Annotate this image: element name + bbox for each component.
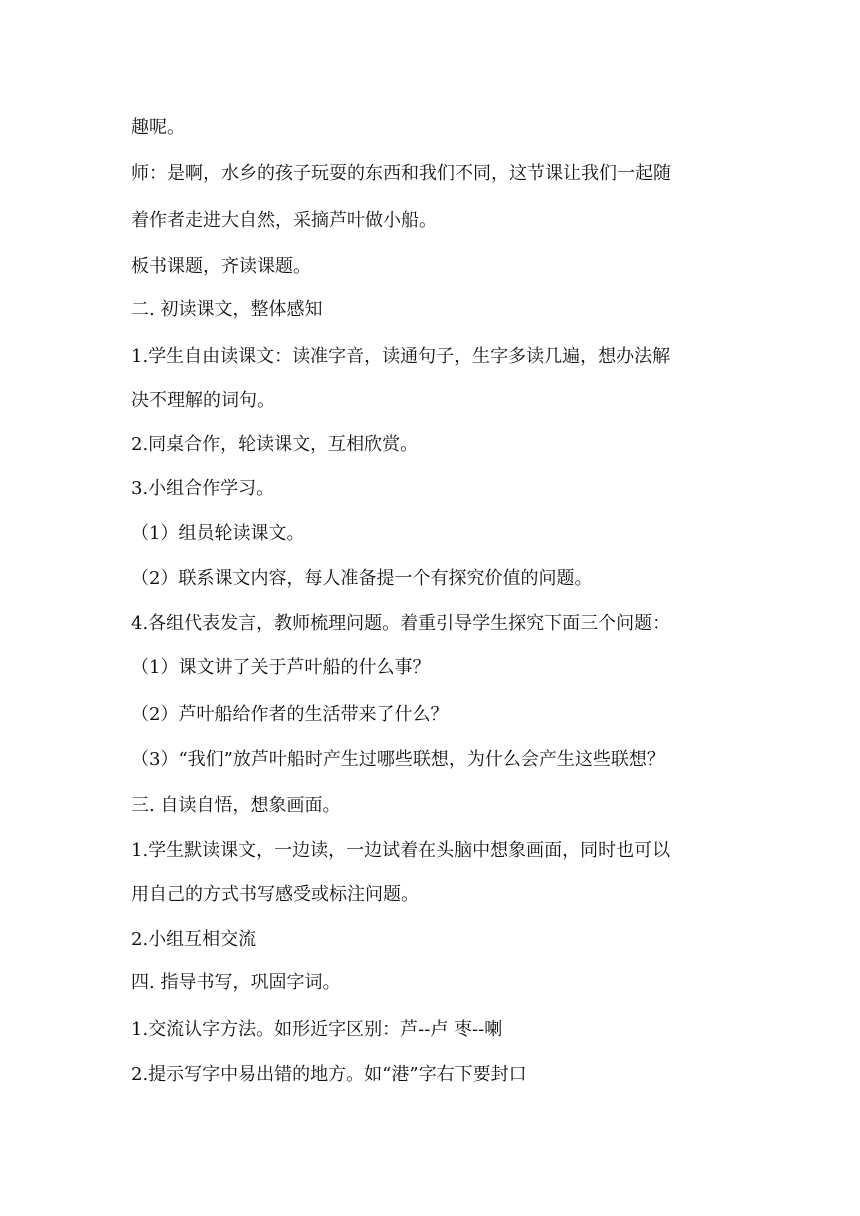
- text-line: 用自己的方式书写感受或标注问题。: [131, 884, 419, 905]
- text-line: 师：是啊，水乡的孩子玩耍的东西和我们不同，这节课让我们一起随: [131, 163, 671, 184]
- text-line: 决不理解的词句。: [131, 390, 275, 411]
- text-line: （2）芦叶船给作者的生活带来了什么？: [131, 704, 449, 725]
- section-heading: 四. 指导书写，巩固字词。: [131, 972, 341, 993]
- text-line: 3.小组合作学习。: [131, 478, 275, 499]
- text-line: 1.交流认字方法。如形近字区别：芦--卢 枣--喇: [131, 1019, 503, 1040]
- text-line: （2）联系课文内容，每人准备提一个有探究价值的问题。: [131, 568, 593, 589]
- text-line: 板书课题，齐读课题。: [131, 256, 311, 277]
- text-line: 2.小组互相交流: [131, 929, 257, 950]
- text-line: 着作者走进大自然，采摘芦叶做小船。: [131, 210, 437, 231]
- text-line: 4.各组代表发言，教师梳理问题。着重引导学生探究下面三个问题：: [131, 613, 671, 634]
- text-line: （1）组员轮读课文。: [131, 523, 305, 544]
- text-line: （3）“我们”放芦叶船时产生过哪些联想，为什么会产生这些联想？: [131, 749, 665, 770]
- text-line: 1.学生自由读课文：读准字音，读通句子，生字多读几遍，想办法解: [131, 346, 671, 367]
- text-line: （1）课文讲了关于芦叶船的什么事？: [131, 657, 431, 678]
- text-line: 2.提示写字中易出错的地方。如“港”字右下要封口: [131, 1064, 527, 1085]
- text-line: 1.学生默读课文，一边读，一边试着在头脑中想象画面，同时也可以: [131, 840, 671, 861]
- text-line: 2.同桌合作，轮读课文，互相欣赏。: [131, 434, 419, 455]
- text-line: 趣呢。: [131, 117, 185, 138]
- section-heading: 二. 初读课文，整体感知: [131, 299, 323, 320]
- section-heading: 三. 自读自悟，想象画面。: [131, 795, 341, 816]
